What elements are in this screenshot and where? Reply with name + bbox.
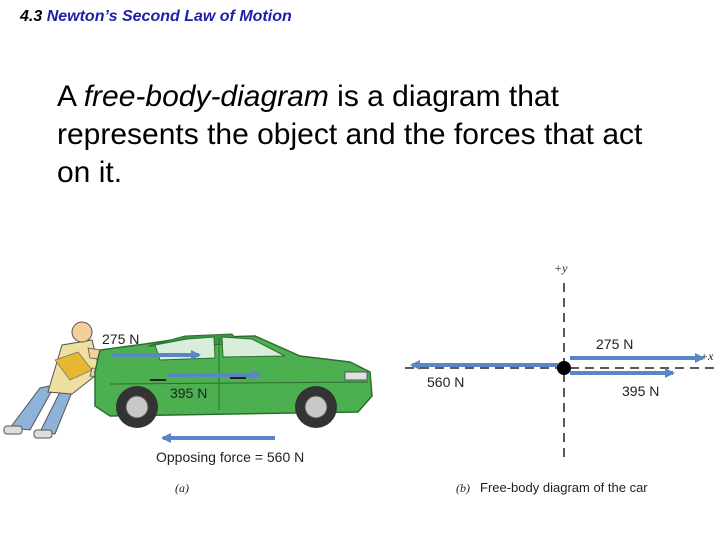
section-number: 4.3	[20, 8, 43, 25]
fbd-label-560: 560 N	[427, 374, 465, 390]
x-axis-label: +x	[700, 349, 714, 363]
fbd-label-275: 275 N	[596, 336, 634, 352]
caption-b: Free-body diagram of the car	[480, 480, 648, 495]
car-illustration	[95, 334, 372, 428]
caption-a: (a)	[175, 481, 189, 495]
push-force-label: 275 N	[102, 331, 140, 347]
caption-b-tag: (b)	[456, 481, 470, 495]
y-axis-label: +y	[554, 261, 568, 275]
section-title: Newton’s Second Law of Motion	[46, 8, 292, 25]
engine-force-label: 395 N	[170, 385, 208, 401]
opposing-force-label: Opposing force = 560 N	[156, 449, 305, 465]
fbd-label-395: 395 N	[622, 383, 660, 399]
intro-text: A	[57, 80, 84, 113]
definition-rest: is a diagram that represents the object and the forces that act on it.	[57, 80, 643, 189]
object-point	[557, 361, 571, 375]
term-free-body-diagram: free-body-diagram	[83, 80, 329, 113]
